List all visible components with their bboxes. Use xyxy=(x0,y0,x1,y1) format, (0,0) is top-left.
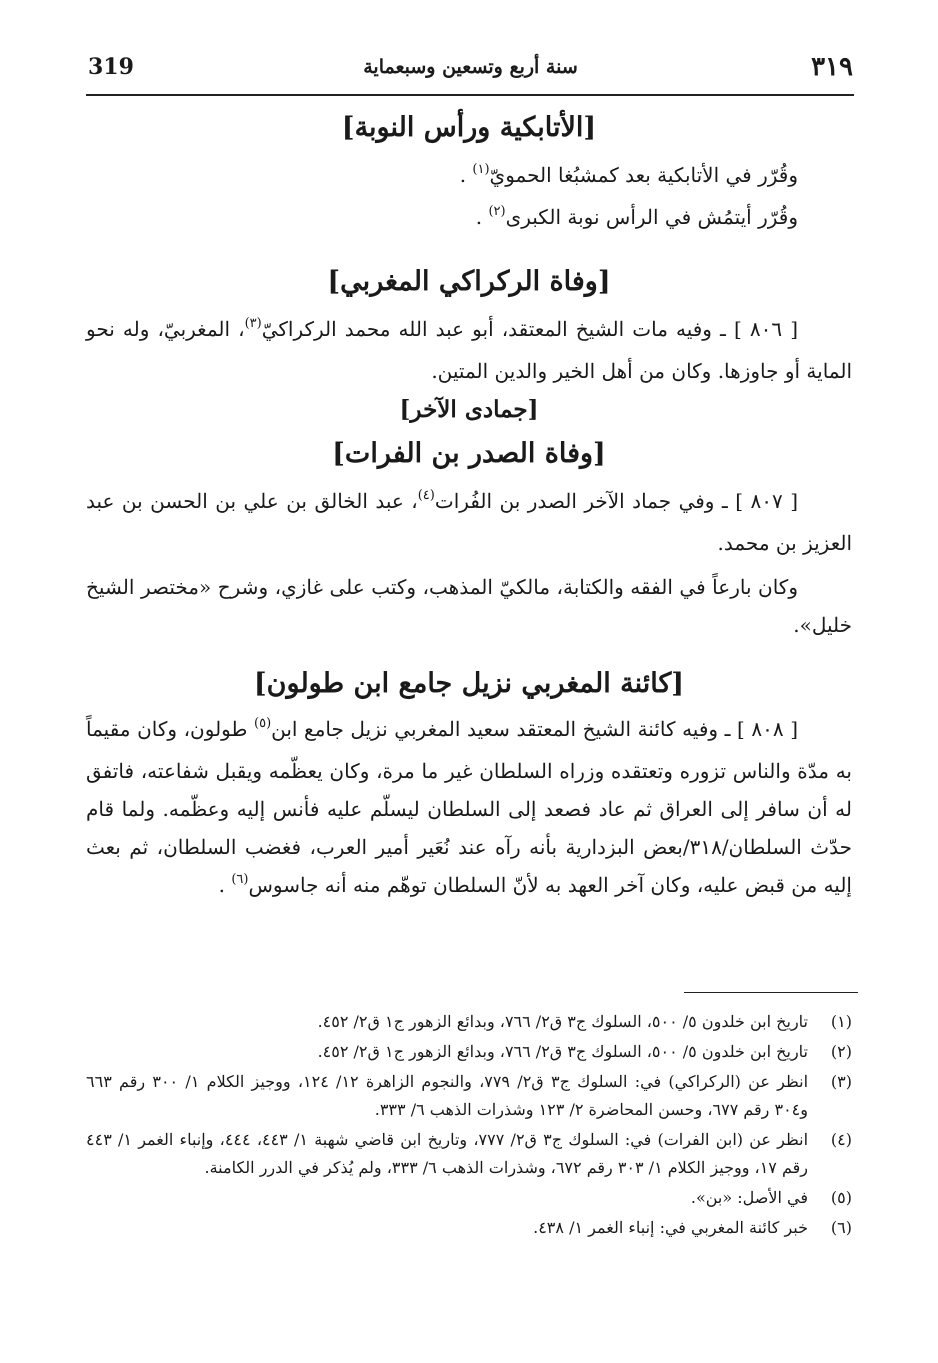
header-rule xyxy=(86,94,854,96)
footnote-ref-4: (٤) xyxy=(417,488,435,503)
page-number-arabic: ٣١٩ xyxy=(811,52,853,82)
footnote-text: انظر عن (ابن الفرات) في: السلوك ج٣ ق٢/ ٧٧٧، وتاريخ ابن قاضي شهبة ١/ ٤٤٣، ٤٤٤، وإنباء الغمر ١/ ٤٤٣ رقم ١٧، ووجيز الكلام ١/ ٣٠٣ رقم ٦٧٢، وشذرات الذهب ٦/ ٣٣٣، ولم يُذكر في الدرر الكامنة. xyxy=(86,1130,809,1177)
heading-rakraki: [وفاة الركراكي المغربي] xyxy=(327,266,611,297)
running-header xyxy=(88,52,853,92)
main-text xyxy=(86,110,852,908)
footnote-rule xyxy=(684,992,858,993)
page-number-latin: 319 xyxy=(88,54,134,80)
footnote-ref-3: (٣) xyxy=(244,316,262,331)
footnote-number: (٤) xyxy=(830,1130,852,1149)
footnote-text: انظر عن (الركراكي) في: السلوك ج٣ ق٢/ ٧٧٩، والنجوم الزاهرة ١٢/ ١٢٤، ووجيز الكلام ١/ ٣٠٠ رقم ٦٦٣ و٣٠٤ رقم ٦٧٧، وحسن المحاضرة ٢/ ١٢٣ وشذرات الذهب ٦/ ٣٣٣. xyxy=(86,1072,809,1119)
line-atabakiyya: وقُرّر في الأتابكية بعد كمشبُغا الحمويّ$^{(١)}$ . xyxy=(459,162,798,187)
heading-atabakiyya: [الأتابكية ورأس النوبة] xyxy=(341,112,597,143)
footnote-number: (٢) xyxy=(830,1042,852,1061)
entry-807: [ ٨٠٧ ] ـ وفي جماد الآخر الصدر بن الفُرات$^{(٤)}$، عبد الخالق بن علي بن الحسن بن عبد العزيز بن محمد. xyxy=(86,488,852,555)
footnote-6 xyxy=(86,1214,852,1242)
footnote-number: (٣) xyxy=(830,1072,852,1091)
footnote-3 xyxy=(86,1068,852,1124)
footnote-number: (١) xyxy=(830,1012,852,1031)
entry-807-continued: وكان بارعاً في الفقه والكتابة، مالكيّ المذهب، وكتب على غازي، وشرح «مختصر الشيخ خليل». xyxy=(86,575,852,637)
footnote-number: (٦) xyxy=(830,1218,852,1237)
heading-jumada: [جمادى الآخر] xyxy=(399,396,539,423)
footnote-ref-2: (٢) xyxy=(488,204,506,219)
footnote-ref-1: (١) xyxy=(472,162,490,177)
heading-maghribi: [كائنة المغربي نزيل جامع ابن طولون] xyxy=(253,668,685,699)
running-title: سنة أربع وتسعين وسبعماية xyxy=(363,56,578,78)
footnote-ref-5: (٥) xyxy=(254,716,272,731)
footnote-ref-6: (٦) xyxy=(231,872,249,887)
footnote-text: خبر كائنة المغربي في: إنباء الغمر ١/ ٤٣٨. xyxy=(533,1218,808,1237)
footnote-5 xyxy=(86,1184,852,1212)
footnote-text: تاريخ ابن خلدون ٥/ ٥٠٠، السلوك ج٣ ق٢/ ٧٦٦، وبدائع الزهور ج١ ق٢/ ٤٥٢. xyxy=(317,1042,808,1061)
footnote-1 xyxy=(86,1008,852,1036)
footnote-4 xyxy=(86,1126,852,1182)
heading-ibn-al-furat: [وفاة الصدر بن الفرات] xyxy=(332,438,606,469)
entry-808: [ ٨٠٨ ] ـ وفيه كائنة الشيخ المعتقد سعيد المغربي نزيل جامع ابن$^{(٥)}$ طولون، وكان مقيماً به مدّة والناس تزوره وتعتقده وزراه السلطان غير ما مرة، وكان يعظّمه ويقبل شفاعته، فاتفق له أن سافر إلى العراق ثم عاد فصعد إلى السلطان ليسلّم عليه فأنس إليه وعظّمه. ولما قام حدّث السلطان/٣١٨/بعض البزدارية بأنه رآه عند نُعَير أمير العرب، فغضب السلطان، ثم بعث إليه من قبض عليه، وكان آخر العهد به لأنّ السلطان توهّم منه أنه جاسوس$^{(٦)}$ . xyxy=(86,716,852,897)
line-ra-s-nawba: وقُرّر أيتمُش في الرأس نوبة الكبرى$^{(٢)}$ . xyxy=(475,204,798,229)
footnote-number: (٥) xyxy=(830,1188,852,1207)
footnotes xyxy=(86,1008,852,1244)
entry-806: [ ٨٠٦ ] ـ وفيه مات الشيخ المعتقد، أبو عبد الله محمد الركراكيّ$^{(٣)}$، المغربيّ، وله نحو الماية أو جاوزها. وكان من أهل الخير والدين المتين. xyxy=(86,316,852,383)
footnote-text: في الأصل: «بن». xyxy=(690,1188,808,1207)
footnote-2 xyxy=(86,1038,852,1066)
footnote-text: تاريخ ابن خلدون ٥/ ٥٠٠، السلوك ج٣ ق٢/ ٧٦٦، وبدائع الزهور ج١ ق٢/ ٤٥٢. xyxy=(317,1012,808,1031)
